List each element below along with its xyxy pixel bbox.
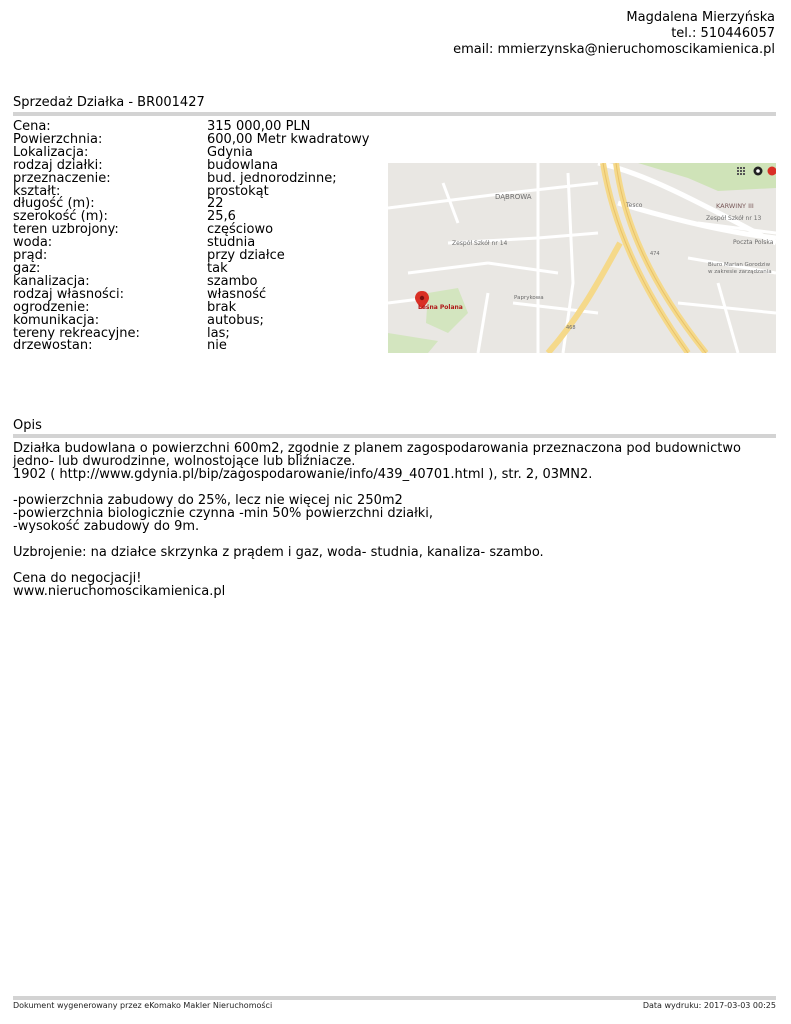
property-value: las; — [207, 325, 230, 341]
footer-print-date: Data wydruku: 2017-03-03 00:25 — [642, 1001, 776, 1010]
property-label: Cena: — [13, 119, 51, 134]
property-label: tereny rekreacyjne: — [13, 325, 140, 341]
description-utilities: Uzbrojenie: na działce skrzynka z prądem i gaz, woda- studnia, kanaliza- szambo. — [13, 545, 544, 560]
description-body — [13, 442, 776, 598]
property-list — [13, 121, 369, 353]
description-negotiable: Cena do negocjacji! — [13, 571, 142, 586]
property-label: długość (m): — [13, 196, 95, 212]
property-value: prostokąt — [207, 183, 269, 199]
property-label: kształt: — [13, 183, 61, 199]
map-label: DĄBROWA — [495, 193, 532, 201]
property-row — [13, 170, 369, 186]
map-graphic — [388, 163, 776, 353]
property-row — [13, 250, 369, 263]
property-row — [13, 224, 369, 237]
contact-name: Magdalena Mierzyńska — [626, 10, 775, 25]
description-bullet: -powierzchnia zabudowy do 25%, lecz nie więcej nic 250m2 — [13, 493, 403, 508]
property-value: szambo — [207, 273, 258, 289]
listing-title: Sprzedaż Działka - BR001427 — [13, 95, 205, 110]
map-label: Zespół Szkół nr 13 — [706, 215, 762, 222]
description-bullet: -powierzchnia biologicznie czynna -min 50% powierzchni działki, — [13, 506, 434, 521]
property-label: prąd: — [13, 248, 48, 264]
property-value: studnia — [207, 235, 256, 251]
location-map[interactable] — [388, 163, 776, 353]
property-label: komunikacja: — [13, 312, 100, 328]
divider — [13, 434, 776, 438]
footer-generated: Dokument wygenerowany przez eKomako Makler Nieruchomości — [13, 1001, 273, 1010]
divider — [13, 112, 776, 116]
property-value: przy działce — [207, 248, 285, 264]
property-value: 22 — [207, 196, 224, 212]
property-row — [13, 237, 369, 250]
map-marker-label: Leśna Polana — [418, 304, 463, 311]
property-label: rodzaj własności: — [13, 286, 124, 302]
website-link[interactable]: www.nieruchomoscikamienica.pl — [13, 584, 226, 599]
map-label: 474 — [650, 251, 660, 257]
property-label: woda: — [13, 235, 53, 251]
map-label: 468 — [566, 325, 576, 331]
property-value: autobus; — [207, 312, 264, 328]
property-label: ogrodzenie: — [13, 299, 90, 315]
property-value: bud. jednorodzinne; — [207, 170, 337, 186]
map-grid-icon[interactable] — [737, 167, 745, 175]
property-value: 25,6 — [207, 209, 236, 225]
contact-block — [453, 10, 775, 58]
property-label: Powierzchnia: — [13, 131, 103, 147]
map-label: Poczta Polska — [733, 239, 774, 246]
map-label: Tesco — [626, 202, 643, 209]
property-value: własność — [207, 286, 267, 302]
description-heading: Opis — [13, 418, 42, 433]
map-label: KARWINY III — [716, 202, 754, 210]
property-value: częściowo — [207, 222, 274, 238]
map-label: Zespół Szkół nr 14 — [452, 240, 508, 247]
map-label: w zakresie zarządzania — [708, 269, 772, 275]
property-value: tak — [207, 260, 228, 276]
property-value: nie — [207, 338, 227, 354]
property-value: Gdynia — [207, 144, 253, 160]
description-text: jedno- lub dwurodzinne, wolnostojące lub bliźniacze. — [13, 454, 356, 469]
property-value: budowlana — [207, 157, 279, 173]
property-value: brak — [207, 299, 237, 315]
map-label: Paprykowa — [514, 295, 544, 301]
footer-divider — [13, 996, 776, 1000]
property-label: przeznaczenie: — [13, 170, 111, 186]
property-value: 315 000,00 PLN — [207, 119, 311, 134]
description-bullet: -wysokość zabudowy do 9m. — [13, 519, 200, 534]
map-account-icon[interactable] — [754, 167, 763, 176]
property-label: rodzaj działki: — [13, 157, 103, 173]
property-label: gaz: — [13, 260, 41, 276]
map-label: Biuro Marian Gorodziw — [708, 262, 771, 268]
property-value: 600,00 Metr kwadratowy — [207, 131, 370, 147]
property-label: kanalizacja: — [13, 273, 90, 289]
property-label: Lokalizacja: — [13, 144, 89, 160]
description-text: Działka budowlana o powierzchni 600m2, zgodnie z planem zagospodarowania przeznaczona pod budownictwo — [13, 441, 741, 456]
description-text: 1902 ( http://www.gdynia.pl/bip/zagospodarowanie/info/439_40701.html ), str. 2, 03MN2. — [13, 467, 593, 482]
property-label: teren uzbrojony: — [13, 222, 119, 238]
property-label: drzewostan: — [13, 338, 93, 354]
contact-phone: tel.: 510446057 — [671, 26, 775, 41]
property-label: szerokość (m): — [13, 209, 108, 225]
contact-email: email: mmierzynska@nieruchomoscikamienica.pl — [453, 42, 775, 57]
property-row — [13, 340, 369, 353]
